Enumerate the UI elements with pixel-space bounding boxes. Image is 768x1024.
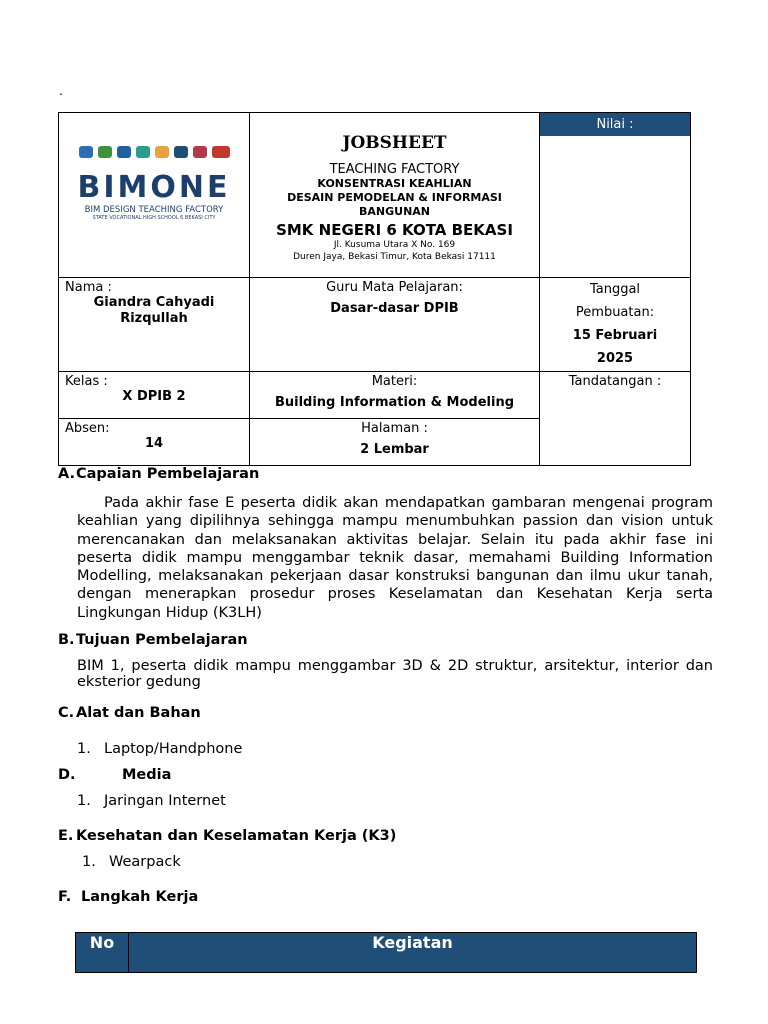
materi-cell <box>250 372 540 419</box>
section-b-heading <box>58 632 248 648</box>
list-item-text: Laptop/Handphone <box>104 741 243 757</box>
halaman-label: Halaman : <box>361 421 428 436</box>
absen-value: 14 <box>144 436 164 451</box>
school-address-1: Jl. Kusuma Utara X No. 169 <box>333 240 456 250</box>
list-item <box>77 741 242 757</box>
section-f-heading <box>58 889 198 905</box>
guru-label: Guru Mata Pelajaran: <box>326 280 463 295</box>
partner-logo-icon <box>98 146 112 158</box>
jobsheet-header-table <box>58 112 691 466</box>
capaian-paragraph: Pada akhir fase E peserta didik akan mendapatkan gambaran mengenai program keahlian yang dipilihnya sehingga mampu menumbuhkan passion dan vision untuk merencanakan dan melaksanakan aktivitas belajar. Selain itu pada akhir fase ini peserta didik mampu menggambar teknik dasar, memahami Building Information Modelling, melaksanakan pekerjaan dasar konstruksi bangunan dan ilmu ukur tanah, dengan menerapkan prosedur proses Keselamatan dan Kesehatan Kerja serta Lingkungan Hidup (K3LH) <box>77 495 713 621</box>
tandatangan-label: Tandatangan : <box>568 374 662 389</box>
absen-label: Absen: <box>65 421 110 436</box>
partner-logos <box>59 146 249 158</box>
list-item-text: Wearpack <box>109 854 181 870</box>
school-name: SMK NEGERI 6 KOTA BEKASI <box>276 221 513 239</box>
no-column-header: No <box>76 933 129 973</box>
section-c-heading <box>58 705 201 721</box>
school-address-2: Duren Jaya, Bekasi Timur, Kota Bekasi 17111 <box>293 252 496 262</box>
list-item <box>82 854 181 870</box>
kegiatan-column-header: Kegiatan <box>129 933 697 973</box>
materi-value: Building Information & Modeling <box>274 395 515 410</box>
partner-logo-icon <box>136 146 150 158</box>
konsentrasi-label: KONSENTRASI KEAHLIAN <box>317 177 472 190</box>
halaman-value: 2 Lembar <box>360 442 429 457</box>
kelas-value: X DPIB 2 <box>122 389 186 404</box>
jobsheet-title: JOBSHEET <box>342 133 447 153</box>
list-item-number: 1. <box>77 793 91 809</box>
guru-cell <box>250 278 540 372</box>
section-title: Media <box>122 767 172 783</box>
bimone-logo: BIMONE <box>77 170 231 205</box>
nilai-label: Nilai : <box>540 113 690 138</box>
list-item <box>77 793 226 809</box>
section-title: Langkah Kerja <box>81 889 199 905</box>
section-letter: F. <box>58 889 72 905</box>
partner-logo-icon <box>212 146 230 158</box>
partner-logo-icon <box>193 146 207 158</box>
section-letter: C. <box>58 705 75 721</box>
section-letter: B. <box>58 632 75 648</box>
tanggal-label-1: Tanggal <box>589 282 641 297</box>
tanggal-value-2: 2025 <box>596 351 634 366</box>
section-letter: A. <box>58 466 75 482</box>
logo-cell <box>59 113 250 278</box>
nilai-cell <box>540 113 691 278</box>
halaman-cell <box>250 419 540 466</box>
section-title: Capaian Pembelajaran <box>76 466 260 482</box>
jobsheet-title-cell <box>250 113 540 278</box>
partner-logo-icon <box>155 146 169 158</box>
section-letter: D. <box>58 767 76 783</box>
tanggal-cell <box>540 278 691 372</box>
section-e-heading <box>58 828 396 844</box>
section-title: Tujuan Pembelajaran <box>76 632 248 648</box>
absen-cell <box>59 419 250 466</box>
tandatangan-cell <box>540 372 691 466</box>
list-item-number: 1. <box>77 741 91 757</box>
list-item-number: 1. <box>82 854 96 870</box>
section-a-heading <box>58 466 259 482</box>
nama-cell <box>59 278 250 372</box>
partner-logo-icon <box>174 146 188 158</box>
guru-value: Dasar-dasar DPIB <box>330 301 459 316</box>
tujuan-paragraph: BIM 1, peserta didik mampu menggambar 3D & 2D struktur, arsitektur, interior dan eksterior gedung <box>77 658 713 690</box>
list-item-text: Jaringan Internet <box>104 793 226 809</box>
bimone-subtitle: BIM DESIGN TEACHING FACTORY <box>84 205 224 215</box>
nama-label: Nama : <box>65 280 112 295</box>
tanggal-label-2: Pembuatan: <box>575 305 655 320</box>
bimone-subtitle-2: STATE VOCATIONAL HIGH SCHOOL 6 BEKASI CITY <box>92 215 216 221</box>
kegiatan-table <box>75 932 697 973</box>
kelas-cell <box>59 372 250 419</box>
section-title: Kesehatan dan Keselamatan Kerja (K3) <box>76 828 397 844</box>
nama-value: Giandra Cahyadi Rizqullah <box>93 295 215 326</box>
stray-dot: . <box>59 84 63 98</box>
section-title: Alat dan Bahan <box>76 705 201 721</box>
section-d-heading <box>58 767 171 783</box>
kelas-label: Kelas : <box>65 374 108 389</box>
section-letter: E. <box>58 828 74 844</box>
materi-label: Materi: <box>371 374 418 389</box>
partner-logo-icon <box>79 146 93 158</box>
tanggal-value-1: 15 Februari <box>572 328 658 343</box>
teaching-factory-label: TEACHING FACTORY <box>329 162 460 177</box>
partner-logo-icon <box>117 146 131 158</box>
program-label: DESAIN PEMODELAN & INFORMASI BANGUNAN <box>287 191 502 218</box>
